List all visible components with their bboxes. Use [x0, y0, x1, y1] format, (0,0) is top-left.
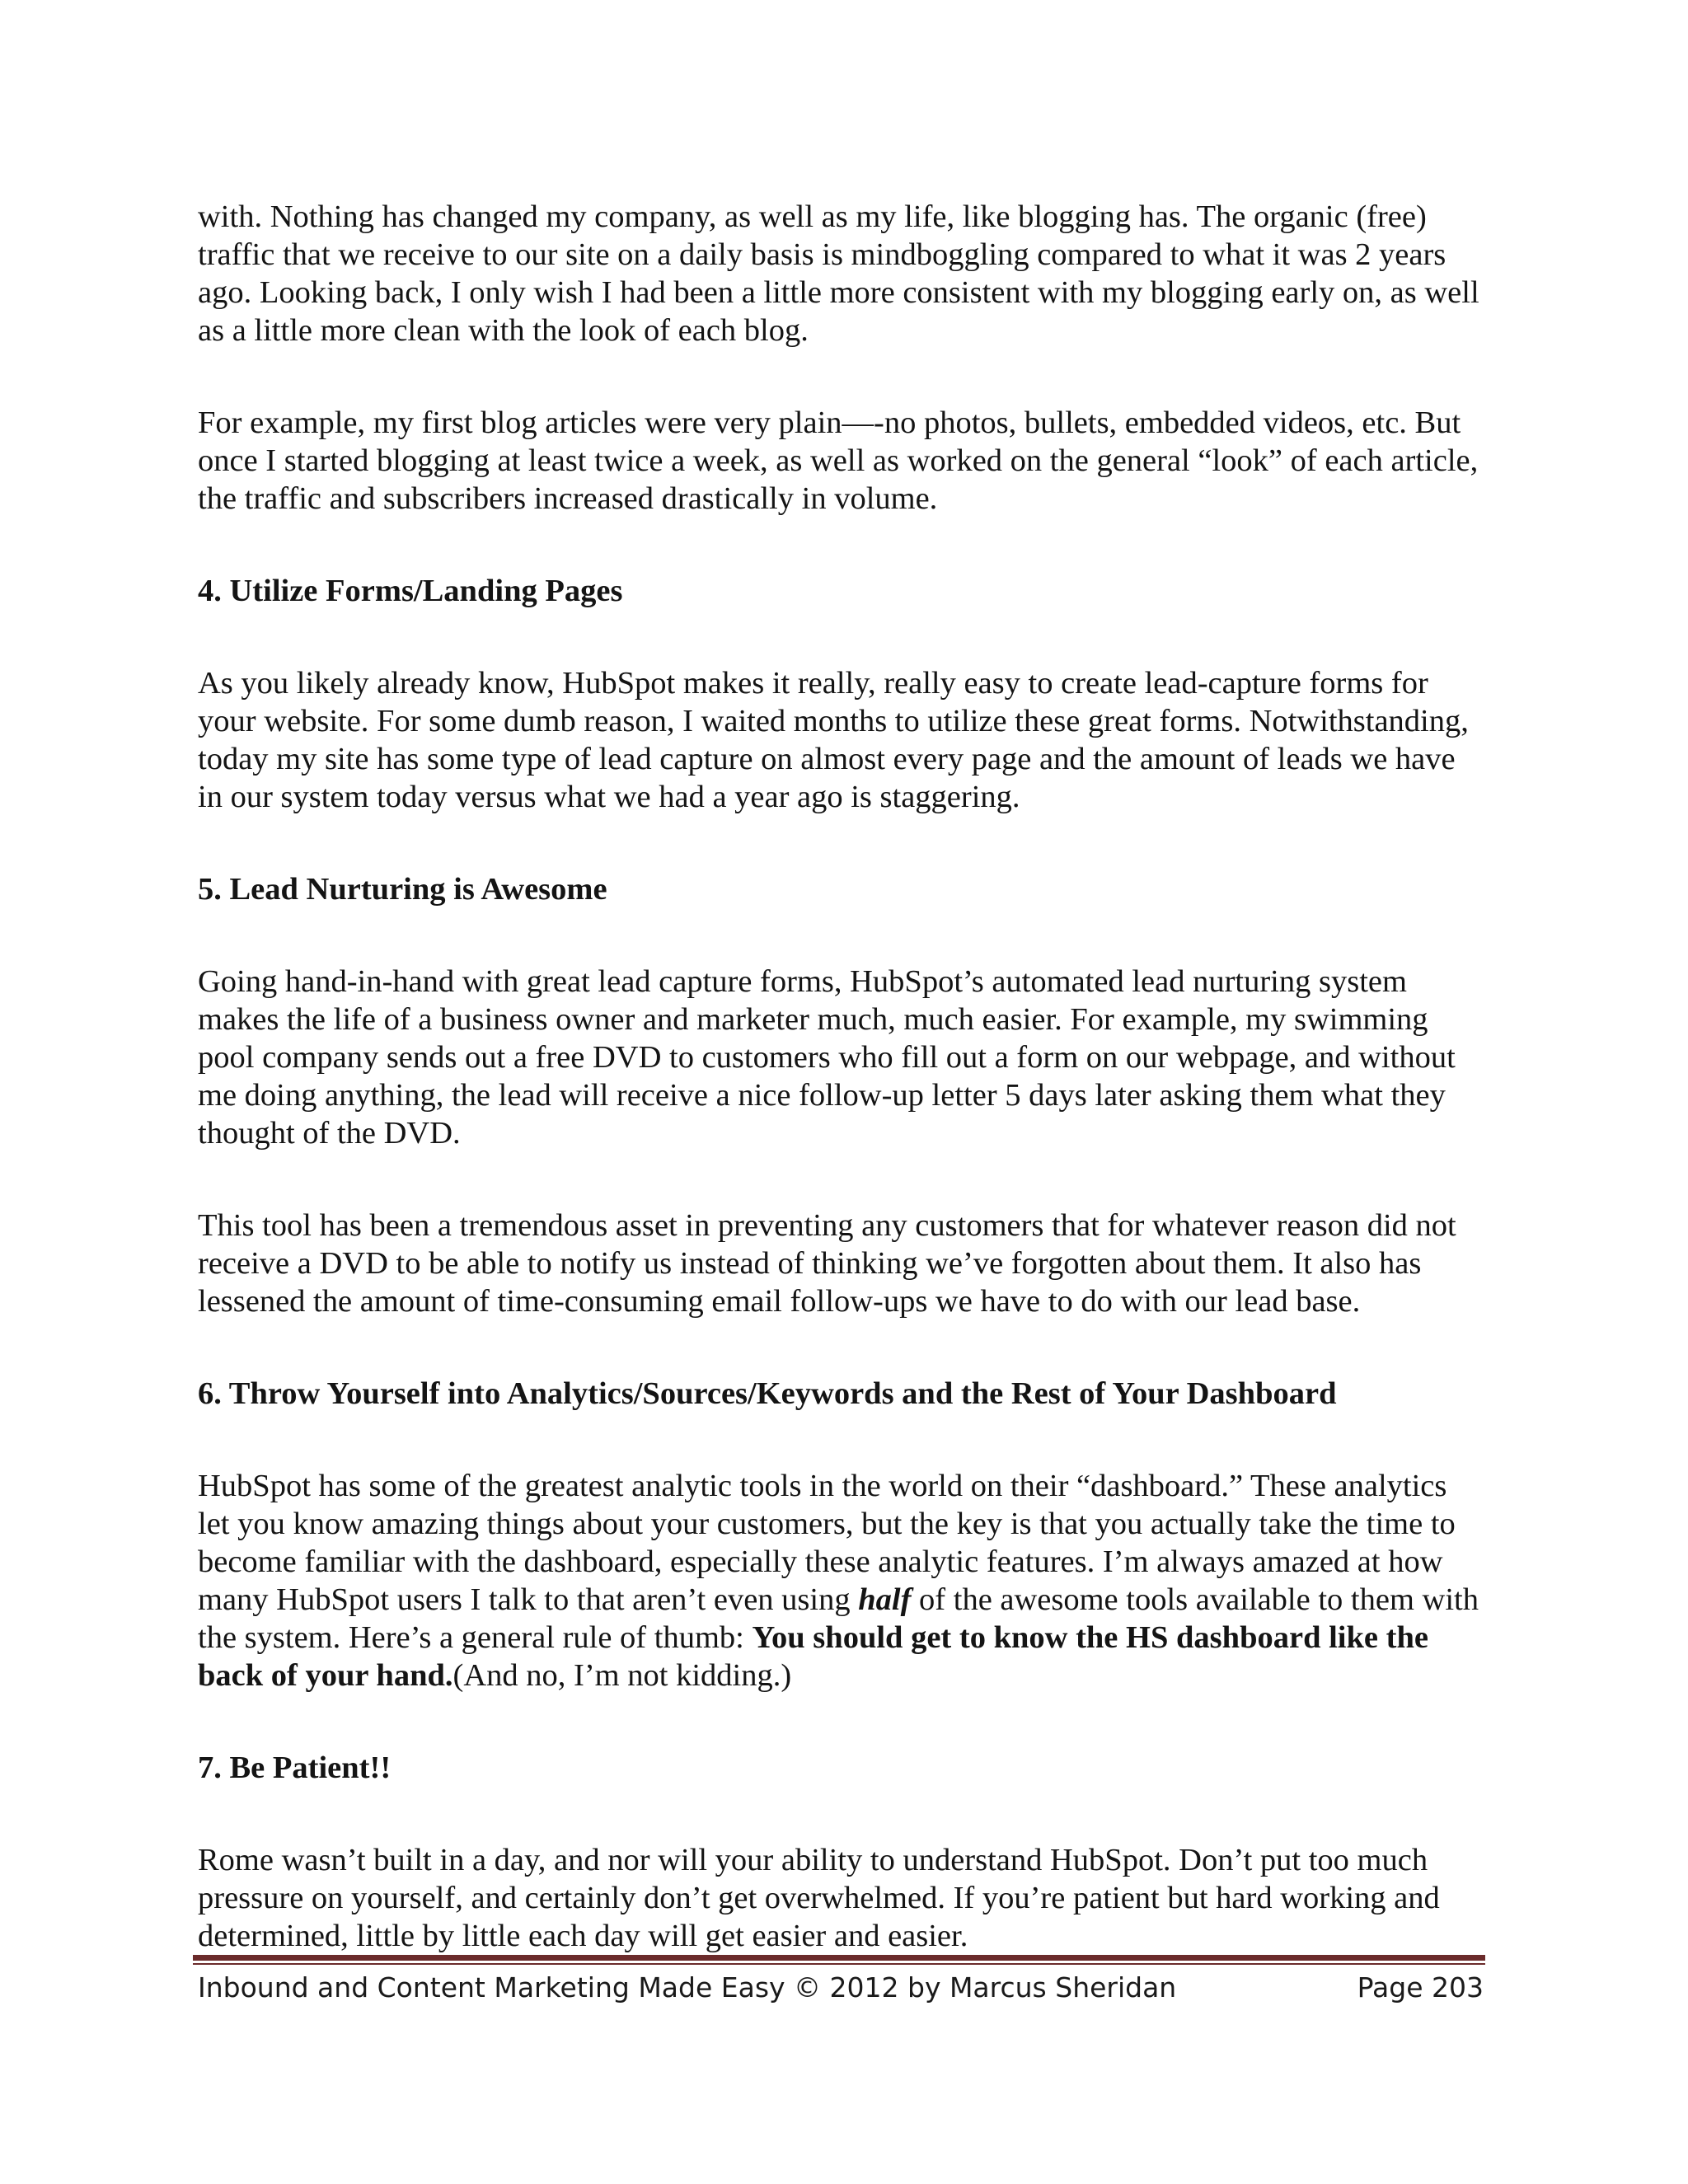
analytics-rule-of-thumb: You should get to know the HS dashboard like the back of your hand. — [198, 1620, 1428, 1693]
analytics-text-c: (And no, I’m not kidding.) — [452, 1658, 792, 1693]
heading-analytics: 6. Throw Yourself into Analytics/Sources/Keywords and the Rest of Your Dashboard — [198, 1376, 1337, 1411]
heading-be-patient: 7. Be Patient!! — [198, 1750, 392, 1785]
paragraph-blog-look: For example, my first blog articles were very plain—-no photos, bullets, embedded videos, etc. But once I started blogging at least twice a week, as well as worked on the general “look” of each article, the traffic and subscribers increased drastically in volume. — [198, 405, 1479, 516]
paragraph-lead-capture-forms: As you likely already know, HubSpot makes it really, really easy to create lead-capture forms for your website. For some dumb reason, I waited months to utilize these great forms. Notwithstanding, today my site has some type of lead capture on almost every page and the amount of leads we have in our system today versus what we had a year ago is staggering. — [198, 666, 1469, 814]
paragraph-lead-nurturing: Going hand-in-hand with great lead capture forms, HubSpot’s automated lead nurturing system makes the life of a business owner and marketer much, much easier. For example, my swimming pool company sends out a free DVD to customers who fill out a form on our webpage, and without me doing anything, the lead will receive a nice follow-up letter 5 days later asking them what they thought of the DVD. — [198, 964, 1456, 1151]
heading-utilize-forms: 4. Utilize Forms/Landing Pages — [198, 574, 623, 608]
footer-page-number: Page 203 — [1357, 1971, 1484, 2004]
paragraph-analytics — [198, 1467, 1484, 1694]
heading-lead-nurturing: 5. Lead Nurturing is Awesome — [198, 872, 607, 907]
analytics-text-a: HubSpot has some of the greatest analytic tools in the world on their “dashboard.” These analytics let you know amazing things about your customers, but the key is that you actually take the time to become familiar with the dashboard, especially these analytic features. I’m always amazed at how many HubSpot users I talk to that aren’t even using — [198, 1469, 1456, 1617]
analytics-text-b: of the awesome tools available to them with the system. Here’s a general rule of thumb: — [198, 1582, 1479, 1655]
footer-title: Inbound and Content Marketing Made Easy © 2012 by Marcus Sheridan — [198, 1971, 1177, 2004]
paragraph-blogging-impact: with. Nothing has changed my company, as well as my life, like blogging has. The organic (free) traffic that we receive to our site on a daily basis is mindboggling compared to what it was 2 years ago. Looking back, I only wish I had been a little more consistent with my blogging early on, as well as a little more clean with the look of each blog. — [198, 199, 1479, 348]
footer-rule-thick — [193, 1955, 1485, 1961]
paragraph-tool-asset: This tool has been a tremendous asset in preventing any customers that for whatever reason did not receive a DVD to be able to notify us instead of thinking we’ve forgotten about them. It also has lessened the amount of time-consuming email follow-ups we have to do with our lead base. — [198, 1208, 1456, 1319]
page-footer — [198, 1970, 1484, 2006]
page-body — [198, 198, 1484, 1955]
paragraph-be-patient: Rome wasn’t built in a day, and nor will your ability to understand HubSpot. Don’t put too much pressure on yourself, and certainly don’t get overwhelmed. If you’re patient but hard working and determined, little by little each day will get easier and easier. — [198, 1843, 1440, 1953]
footer-rule-thin — [193, 1963, 1485, 1965]
analytics-emphasis-half: half — [858, 1582, 912, 1617]
